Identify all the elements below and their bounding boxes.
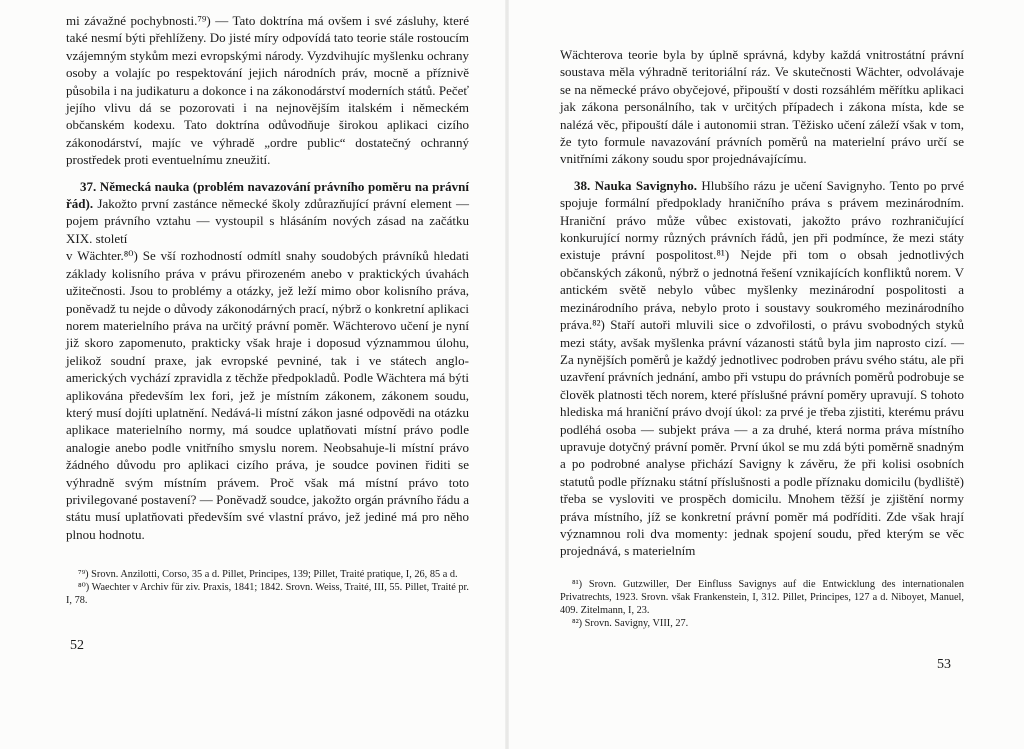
section-37-heading: 37. Německá nauka (problém navazování právního poměru na právní řád).	[66, 178, 469, 212]
page-number-right: 53	[937, 657, 951, 672]
left-paragraph-1: mi závažné pochybnosti.⁷⁹) — Tato doktrína má ovšem i své zásluhy, které také nesmí býti přehlíženy. Do jisté míry odpovídá tato teorie stále rostoucím vzájemným stykům mezi evropskými národy. Vyzdvihujíc myšlenku ochrany osoby a volajíc po respektování jejich národních práv, mocně a příznivě působila i na judikaturu a dokonce i na zákonodárství moderních států. Pečeť jejího vlivu dá se pozorovati i na nejnovějším italském i německém občanském kodexu. Tato doktrína odůvodňuje širokou aplikaci cizího zákonodárství, majíc ve výhradě „ordre public“ dostatečný ochranný prostředek proti eventuelnímu zneužití.	[66, 13, 469, 168]
left-page-body	[66, 12, 469, 543]
right-page	[509, 0, 1024, 749]
right-paragraph-1: Wächterova teorie byla by úplně správná, kdyby každá vnitrostátní právní soustava měla výhradně teritoriální ráz. Ve skutečnosti Wächter, odvolávaje se na německé právo obyčejové, připouští v dosti rozsáhlém měřítku aplikaci jak zákona personálního, tak v určitých případech i zákona místa, kde se nalézá věc, připouští dále i autonomii stran. Těžisko učení záleží však v tom, že tyto formule navazování právních poměrů na materielní právo určí se vnitřními zákony soudu spor projednávajícímu.	[560, 47, 964, 167]
section-38-heading: 38. Nauka Savignyho.	[574, 177, 697, 193]
left-page	[0, 0, 505, 749]
footnote-82: ⁸²) Srovn. Savigny, VIII, 27.	[572, 618, 689, 629]
left-footnotes	[66, 568, 469, 607]
right-paragraph-2: Hlubšího rázu je učení Savignyho. Tento po prvé spojuje formální předpoklady hraničního práva s právem mezinárodním. Hraniční právo může vůbec existovati, jakožto právo rozhraničující konkurující normy různých právních řádů, jen při podmínce, že mezi státy existuje právní pospolitost.⁸¹) Nejde při tom o obsah jednotlivých občanských zákonů, nýbrž o jednotná řešení vznikajících konfliktů norem. V antickém světě nebylo vůbec myšlenky mezinárodní pospolitosti a mezinárodního práva, nebylo proto i soustavy soukromého mezinárodního práva.⁸²) Staří autoři mluvili sice o zdvořilosti, o právu svobodných styků mezi státy, avšak myšlenka právní vázanosti států byla jim naprosto cizí. — Za nynějších poměrů je každý jednotlivec podroben právu svého státu, ale při uzavření právních jednání, ambo při vstupu do právních poměrů podrobuje se člověk platnosti těch norem, které příslušné právní poměry upravují. S tohoto hlediska má hraniční právo dvojí úkol: za prvé je třeba zjistiti, kterému právu podléhá osoba — subjekt práva — a za druhé, která norma práva místního upravuje dotyčný právní poměr. První úkol se mu zdá býti poměrně snadným a po podrobné analyse přichází Savigny k závěru, že při kolisi osobních statutů podle příznaku státní příslušnosti a podle příznaku domicilu (bydliště) třeba se vysloviti ve prospěch domicilu. Mnohem těžší je zjištění normy práva místního, jíž se konkretní právní poměr má podříditi. Zde však hrají významnou roli dva momenty: jednak spojení soudu, před kterým se věc projednává, s materielním	[560, 177, 965, 559]
right-footnotes	[560, 578, 964, 630]
left-section-37	[66, 178, 469, 248]
section-37-intro: Jakožto první zastánce německé školy zdůrazňující právní element — pojem právního vztahu — vystoupil s hlásáním nových zásad na začátku XIX. století	[66, 196, 469, 246]
left-paragraph-2: v Wächter.⁸⁰) Se vší rozhodností odmítl snahy soudobých právníků hledati základy kolisního práva v právu přirozeném anebo v praktických úvahách užitečnosti. Jsou to problémy a otázky, jež leží mimo obor kolisního práva, poněvadž tu nejde o důvody zákonodárných prací, nýbrž o konkretní aplikaci norem materielního práva na určitý právní poměr. Wächterovo učení je nyní již skoro zapomenuto, prakticky však hraje i doposud význammou úlohu, jelikož soudní praxe, jak evropské pevniné, tak i ve státech anglo-amerických vychází zpravidla z těchže předpokladů. Podle Wächtera má býti aplikována především lex fori, jež je místním zákonem, zákonem soudu, který musí dojíti uplatnění. Nedává-li místní zákon jasné odpovědi na otázku aplikace materielního normy, má soudce uplatňovati místní právo podle analogie anebo podle vnitřního smyslu norem. Neobsahuje-li místní právo žádného důvodu pro aplikaci cizího práva, je soudce povinen řiditi se výhradně svým místním právem. Proč však má místní právo toto privilegované postavení? — Poněvadž soudce, jakožto orgán právního řádu a státu musí uplatňovati především své vlastní právo, jež jediné má pro něho plnou hodnotu.	[66, 248, 469, 542]
page-number-left: 52	[70, 638, 84, 653]
right-section-38	[560, 177, 964, 560]
footnote-80: ⁸⁰) Waechter v Archiv für ziv. Praxis, 1841; 1842. Srovn. Weiss, Traité, III, 55. Pillet, Traité pr. I, 78.	[66, 582, 469, 606]
footnote-81: ⁸¹) Srovn. Gutzwiller, Der Einfluss Savignys auf die Entwicklung des internationalen Privatrechts, 1923. Srovn. však Frankenstein, I, 312. Pillet, Principes, 127 a d. Niboyet, Manuel, 409. Zitelmann, I, 23.	[560, 579, 964, 616]
right-page-body	[560, 46, 964, 560]
footnote-79: ⁷⁹) Srovn. Anzilotti, Corso, 35 a d. Pillet, Principes, 139; Pillet, Traité pratique, I, 26, 85 a d.	[78, 569, 458, 580]
